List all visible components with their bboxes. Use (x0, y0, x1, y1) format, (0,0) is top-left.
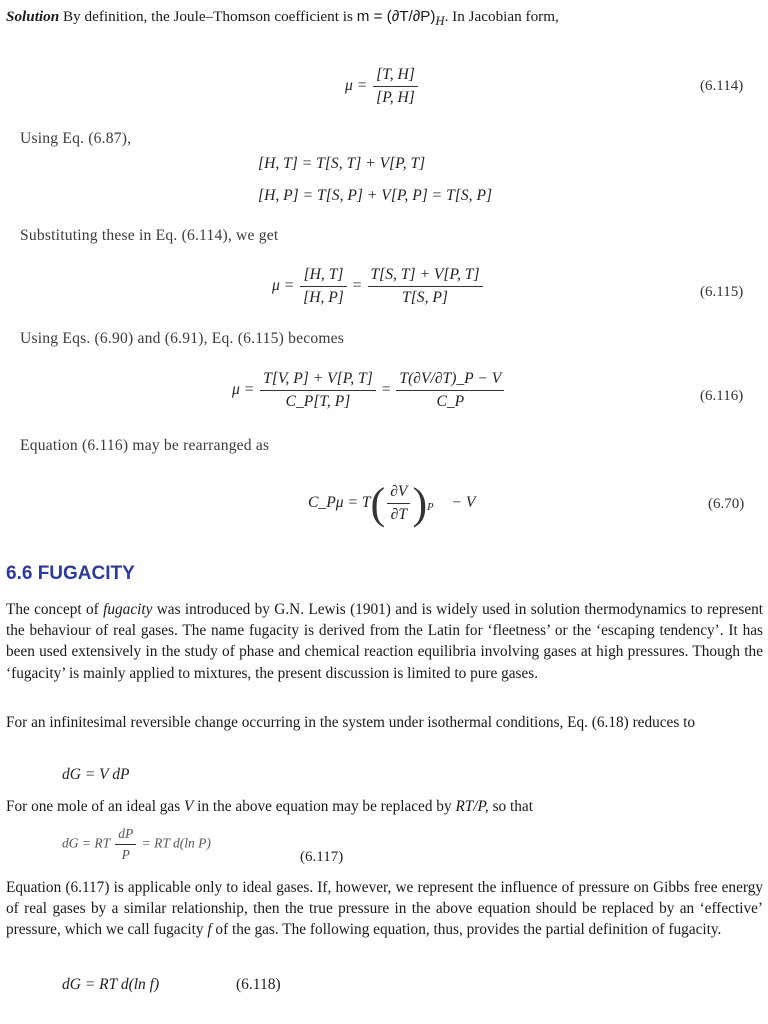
equation-number-6-115: (6.115) (700, 284, 744, 300)
formula-subscript: H (435, 14, 445, 29)
fraction (115, 826, 136, 863)
right-paren: ) (412, 479, 428, 528)
equation-number-6-117: (6.117) (300, 849, 344, 865)
numerator: T[V, P] + V[P, T] (260, 370, 376, 391)
para-text: was introduced by G.N. Lewis (1901) and is widely used in solution thermodynamics to represent the behaviour of real gases. The name fugacity is derived from the Latin for ‘fleetness’ or the ‘escaping tendency’. It has been used extensively in the study of phase and chemical reaction equilibria involving gases at high pressures. Though the ‘fugacity’ is mainly applied to mixtures, the present discussion is limited to pure gases. (6, 601, 764, 682)
para-text: The concept of (6, 601, 104, 618)
numerator: ∂V (387, 483, 410, 504)
solution-text-after: . In Jacobian form, (444, 8, 559, 25)
para-text: in the above equation may be replaced by (193, 798, 456, 815)
subscript: P (427, 502, 434, 514)
var-f: f (207, 921, 212, 939)
term-fugacity: fugacity (103, 601, 153, 618)
numerator: T[S, T] + V[P, T] (368, 266, 483, 287)
fraction-1 (300, 266, 347, 307)
eq-lhs: μ = (345, 77, 368, 95)
equation-6-118: dG = RT d(ln f) (62, 976, 160, 993)
paragraph-ideal-gas (6, 796, 763, 817)
equation-number-6-114: (6.114) (700, 78, 744, 94)
fraction (373, 66, 418, 107)
fraction-2 (396, 370, 504, 411)
fraction-1 (260, 370, 376, 411)
equation-6-117 (62, 826, 211, 863)
eq-lhs: C_Pμ = T (308, 494, 371, 512)
eq-lhs: dG = RT (62, 835, 110, 851)
para-text: For one mole of an ideal gas (6, 798, 184, 815)
eq-lhs: μ = (272, 277, 295, 295)
expr-rt-over-p: RT/P, (455, 798, 489, 815)
equation-number-6-116: (6.116) (700, 388, 744, 404)
partial-fraction (387, 483, 410, 524)
substituting-text: Substituting these in Eq. (6.114), we get (20, 227, 279, 244)
solution-label: Solution (6, 8, 60, 25)
section-heading: 6.6 FUGACITY (6, 563, 135, 584)
equation-6-114 (345, 66, 420, 107)
denominator: ∂T (390, 506, 408, 523)
eq-lhs: μ = (232, 381, 255, 399)
denominator: [P, H] (376, 89, 415, 106)
jacobian-line-2: [H, P] = T[S, P] + V[P, P] = T[S, P] (258, 187, 493, 204)
denominator: T[S, P] (402, 289, 448, 306)
para-text: Equation (6.117) is applicable only to ideal gases. If, however, we represent the influence of pressure on Gibbs free energy of real gases by a similar relationship, then the true pressure in the above equation should be replaced by an ‘effective’ pressure, which we call fugacity (6, 879, 763, 939)
joule-thomson-formula: m = (∂T/∂P) (356, 8, 436, 25)
numerator: T(∂V/∂T)_P − V (396, 370, 504, 391)
equation-6-116 (232, 370, 506, 411)
numerator: [T, H] (373, 66, 418, 87)
using-eqs-690-691: Using Eqs. (6.90) and (6.91), Eq. (6.115) becomes (20, 330, 345, 347)
solution-text: By definition, the Joule–Thomson coefficient is (59, 8, 357, 25)
var-V: V (184, 798, 194, 815)
left-paren: ( (370, 479, 386, 528)
paragraph-isothermal: For an infinitesimal reversible change occurring in the system under isothermal conditions, Eq. (6.18) reduces to (6, 714, 696, 731)
para-text: of the gas. The following equation, thus, provides the partial definition of fugacity. (211, 921, 722, 939)
equation-number-6-70: (6.70) (708, 496, 745, 512)
denominator: C_P (436, 393, 465, 410)
equation-number-6-118: (6.118) (236, 976, 281, 993)
para-text: so that (488, 798, 533, 815)
equals-sign: = (352, 277, 362, 295)
denominator: P (121, 847, 130, 862)
equation-6-70 (308, 478, 475, 529)
equation-6-115 (272, 266, 485, 307)
solution-line (6, 6, 559, 32)
fraction-2 (368, 266, 483, 307)
equals-sign: = (381, 381, 391, 399)
eq-rhs: = RT d(ln P) (141, 835, 211, 851)
equation-dG-VdP: dG = V dP (62, 766, 130, 783)
paragraph-effective-pressure (6, 877, 763, 941)
denominator: C_P[T, P] (285, 393, 351, 410)
denominator: [H, P] (303, 289, 344, 306)
jacobian-line-1: [H, T] = T[S, T] + V[P, T] (258, 155, 426, 172)
paragraph-fugacity-intro (6, 599, 763, 684)
eq-tail: − V (451, 494, 476, 512)
numerator: [H, T] (300, 266, 347, 287)
numerator: dP (115, 826, 136, 845)
using-eq-687: Using Eq. (6.87), (20, 130, 132, 147)
rearranged-text: Equation (6.116) may be rearranged as (20, 437, 270, 454)
